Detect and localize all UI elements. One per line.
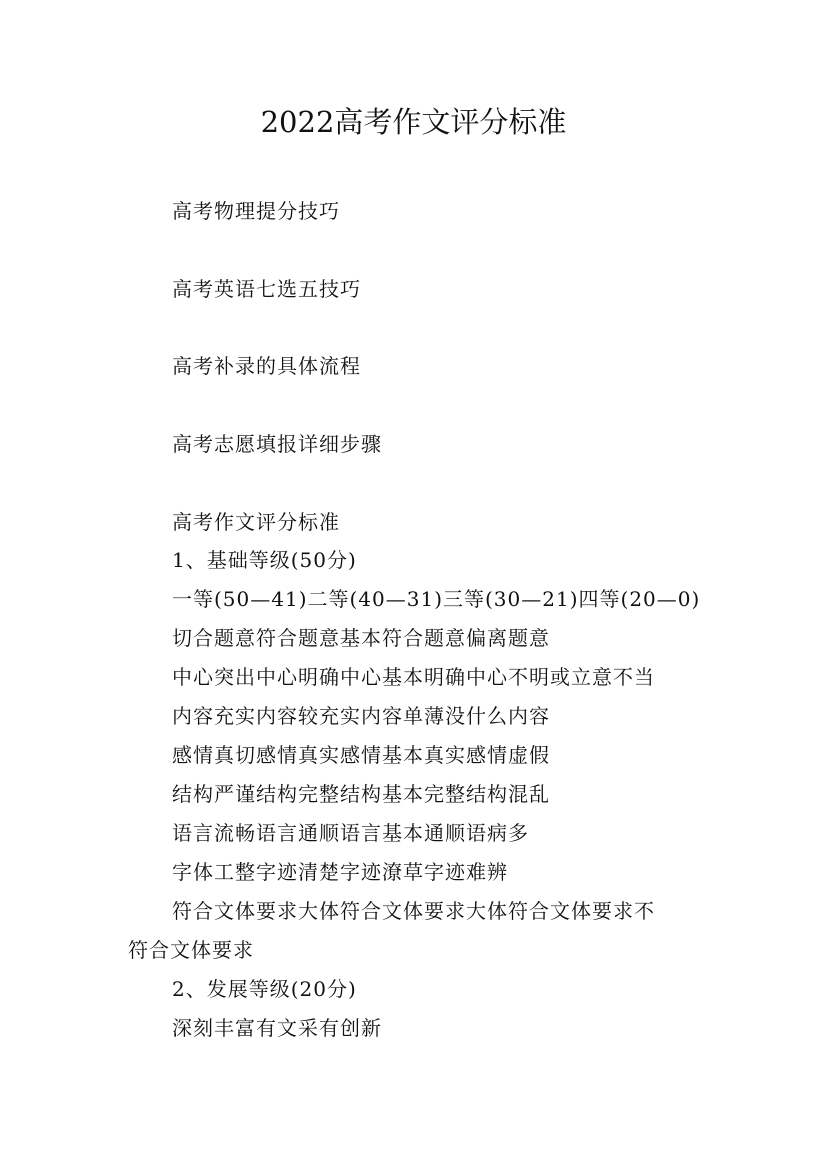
style-requirement-continuation: 符合文体要求 [128,938,254,962]
criteria-line: 感情真切感情真实感情基本真实感情虚假 [172,743,550,767]
link-application-steps[interactable]: 高考志愿填报详细步骤 [172,432,382,456]
criteria-line: 中心突出中心明确中心基本明确中心不明或立意不当 [172,665,655,689]
criteria-line: 语言流畅语言通顺语言基本通顺语病多 [172,821,529,845]
style-requirement-line: 符合文体要求大体符合文体要求大体符合文体要求不 [172,899,655,923]
basic-level-heading: 1、基础等级(50分) [172,548,357,572]
section-heading: 高考作文评分标准 [172,510,340,534]
criteria-line: 字体工整字迹清楚字迹潦草字迹难辨 [172,860,508,884]
development-line: 深刻丰富有文采有创新 [172,1016,382,1040]
criteria-line: 结构严谨结构完整结构基本完整结构混乱 [172,782,550,806]
criteria-line: 内容充实内容较充实内容单薄没什么内容 [172,704,550,728]
criteria-line: 切合题意符合题意基本符合题意偏离题意 [172,626,550,650]
link-english-tips[interactable]: 高考英语七选五技巧 [172,277,361,301]
document-title: 2022高考作文评分标准 [260,105,567,139]
link-supplementary-admission[interactable]: 高考补录的具体流程 [172,354,361,378]
grade-ranges: 一等(50—41)二等(40—31)三等(30—21)四等(20—0) [172,587,701,611]
development-level-heading: 2、发展等级(20分) [172,977,357,1001]
link-physics-tips[interactable]: 高考物理提分技巧 [172,199,340,223]
